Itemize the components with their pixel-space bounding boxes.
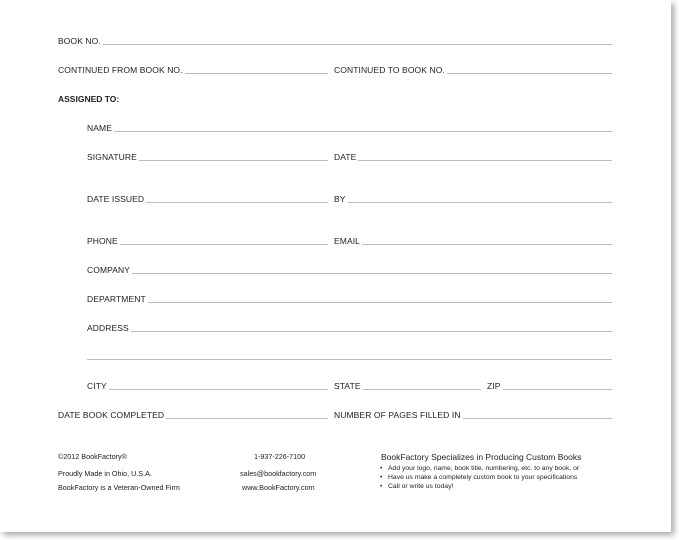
continued-from-field[interactable] [58, 61, 328, 75]
date-issued-line[interactable] [146, 202, 328, 203]
by-field[interactable] [334, 190, 612, 204]
promo-title: BookFactory Specializes in Producing Custom Books [381, 452, 582, 462]
pages-filled-field[interactable] [334, 406, 612, 420]
book-no-field[interactable] [58, 32, 612, 46]
phone-label: PHONE [87, 236, 118, 246]
email-label: EMAIL [334, 236, 361, 246]
zip-line[interactable] [503, 389, 612, 390]
name-field[interactable] [87, 119, 612, 133]
state-label: STATE [334, 381, 361, 391]
date-completed-field[interactable] [58, 406, 328, 420]
email-line[interactable] [362, 244, 612, 245]
continued-to-field[interactable] [334, 61, 612, 75]
city-label: CITY [87, 381, 107, 391]
company-label: COMPANY [87, 265, 131, 275]
address-line[interactable] [131, 331, 612, 332]
continued-to-label: CONTINUED TO BOOK NO. [334, 65, 445, 75]
department-line[interactable] [148, 302, 612, 303]
date-completed-label: DATE BOOK COMPLETED [58, 410, 165, 420]
state-line[interactable] [363, 389, 481, 390]
date-issued-label: DATE ISSUED [87, 194, 145, 204]
promo-item: • Add your logo, name, book title, numbering, etc. to any book, or [378, 464, 579, 473]
name-line[interactable] [114, 131, 612, 132]
pages-filled-label: NUMBER OF PAGES FILLED IN [334, 410, 461, 420]
phone-line[interactable] [120, 244, 328, 245]
address-line-2[interactable] [87, 359, 612, 360]
date-issued-field[interactable] [87, 190, 328, 204]
name-label: NAME [87, 123, 112, 133]
date-completed-line[interactable] [166, 418, 328, 419]
date-field[interactable] [334, 148, 612, 162]
continued-from-label: CONTINUED FROM BOOK NO. [58, 65, 183, 75]
zip-label: ZIP [487, 381, 501, 391]
continued-from-line[interactable] [185, 73, 328, 74]
zip-field[interactable] [487, 377, 612, 391]
department-field[interactable] [87, 290, 612, 304]
date-line[interactable] [358, 160, 612, 161]
company-field[interactable] [87, 261, 612, 275]
book-no-line[interactable] [103, 44, 612, 45]
by-line[interactable] [348, 202, 612, 203]
signature-field[interactable] [87, 148, 328, 162]
signature-label: SIGNATURE [87, 152, 137, 162]
signature-line[interactable] [139, 160, 328, 161]
pages-filled-line[interactable] [463, 418, 612, 419]
email-field[interactable] [334, 232, 612, 246]
by-label: BY [334, 194, 346, 204]
footer-email[interactable]: sales@bookfactory.com [240, 469, 317, 478]
veteran-text: BookFactory is a Veteran-Owned Firm [58, 483, 180, 492]
date-label: DATE [334, 152, 357, 162]
state-field[interactable] [334, 377, 481, 391]
book-no-label: BOOK NO. [58, 36, 101, 46]
department-label: DEPARTMENT [87, 294, 146, 304]
promo-item: • Call or write us today! [378, 482, 579, 491]
address-field[interactable] [87, 319, 612, 333]
promo-item: • Have us make a completely custom book to your specifications [378, 473, 579, 482]
copyright-text: ©2012 BookFactory® [58, 452, 127, 461]
footer-website[interactable]: www.BookFactory.com [242, 483, 315, 492]
company-line[interactable] [132, 273, 612, 274]
phone-field[interactable] [87, 232, 328, 246]
address-label: ADDRESS [87, 323, 129, 333]
promo-list [378, 464, 579, 491]
assigned-to-heading: ASSIGNED TO: [58, 94, 120, 104]
footer-phone: 1-937-226-7100 [254, 452, 306, 461]
continued-to-line[interactable] [447, 73, 612, 74]
made-in-text: Proudly Made in Ohio, U.S.A. [58, 469, 152, 478]
city-field[interactable] [87, 377, 328, 391]
city-line[interactable] [109, 389, 328, 390]
